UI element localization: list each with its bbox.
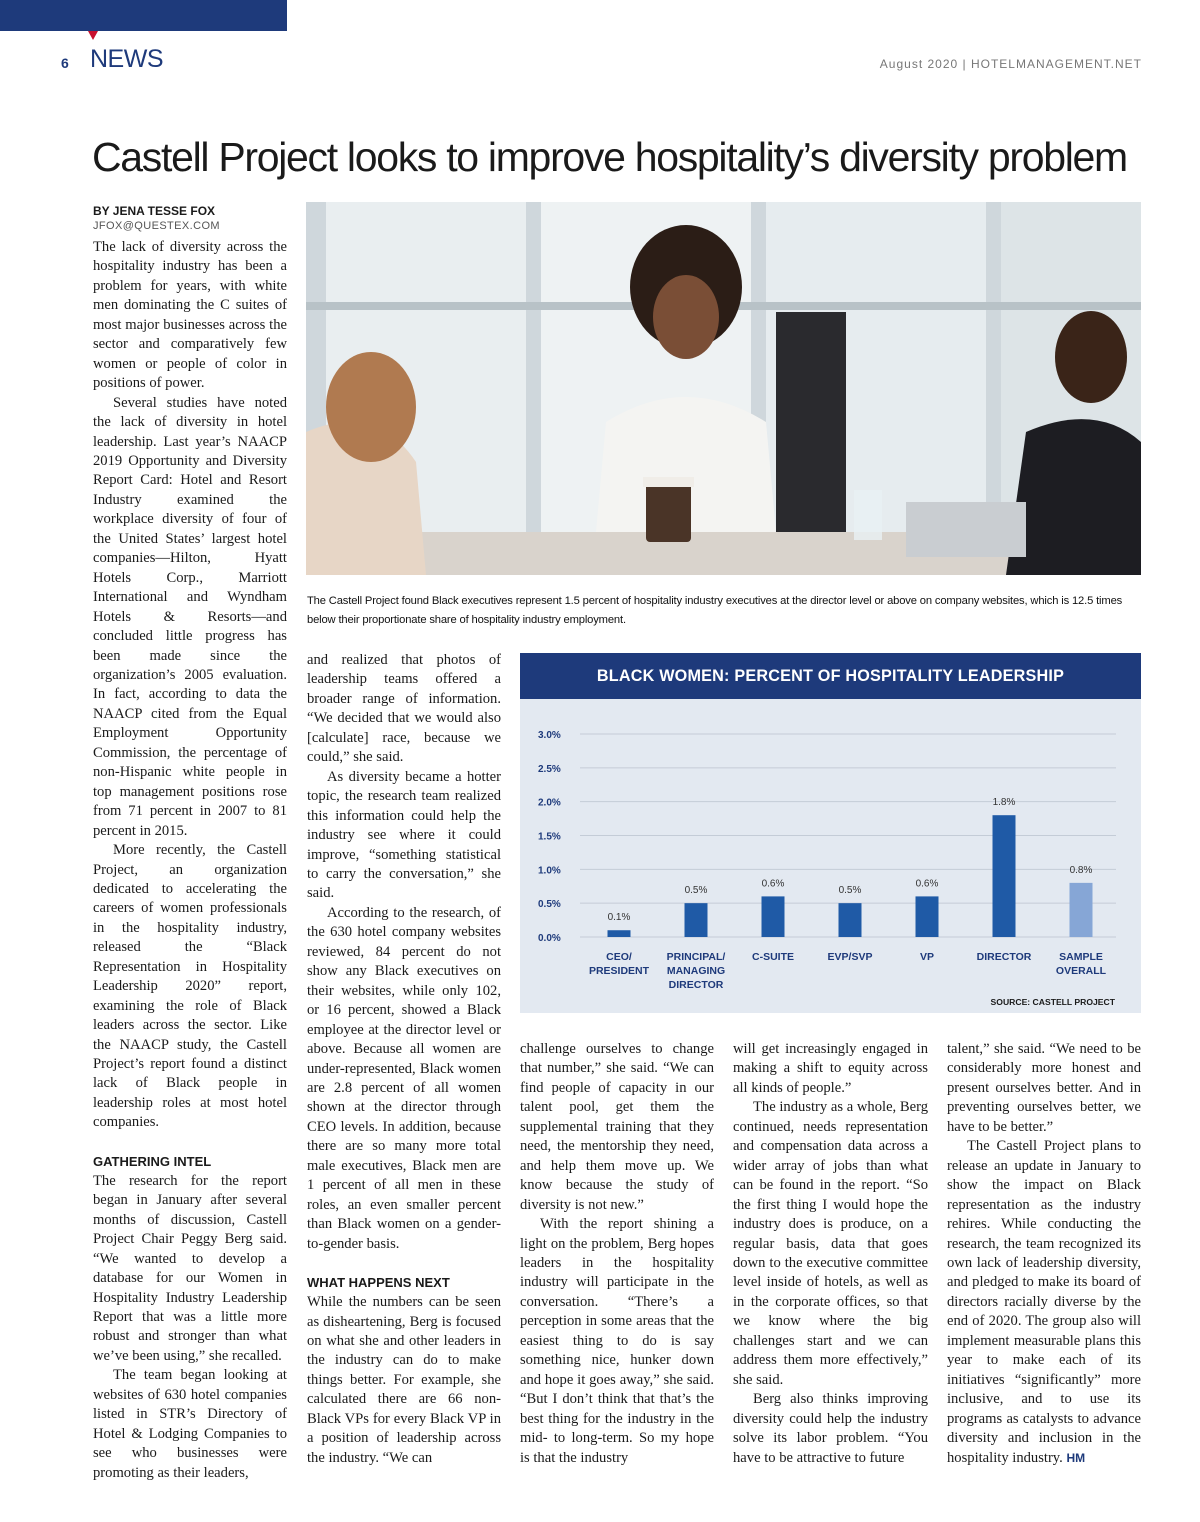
bar [1070,883,1093,937]
bar-value-label: 0.5% [838,885,862,897]
meeting-photo-illustration [306,202,1141,575]
chart-title: BLACK WOMEN: PERCENT OF HOSPITALITY LEADERSHIP [520,653,1141,699]
bar-value-label: 0.6% [915,878,939,890]
paragraph: and realized that photos of leadership teams offered a broader range of information. “We decided that we would also [calculate] race, because we could,” she said. [307,652,501,766]
chart-plot [520,699,1141,1013]
bar [762,896,785,937]
bar [993,815,1016,937]
subhead: WHAT HAPPENS NEXT [307,1275,450,1291]
x-tick-label: OVERALL [1055,965,1107,977]
article-photo [306,202,1141,575]
page-number: 6 [61,55,69,71]
x-tick-label: DIRECTOR [668,979,724,991]
bar-value-label: 0.5% [684,885,708,897]
paragraph: challenge ourselves to change that number,” she said. “We can find people of capacity in our talent pool, get them the supplemental training that they need, the mentorship they need, and help them move up. We know because the study of diversity is not new.” [520,1041,714,1213]
x-tick-label: C-SUITE [752,951,794,963]
bar-value-label: 0.1% [607,912,631,924]
x-tick-label: PRESIDENT [588,965,650,977]
section-name: NEWS [90,45,163,73]
article-column-1 [93,238,287,1483]
bar-value-label: 1.8% [992,797,1016,809]
paragraph: The lack of diversity across the hospitality industry has been a problem for years, with white men dominating the C suites of most major businesses across the sector and comparatively few women or people of color in positions of power. [93,239,287,392]
bar [685,903,708,937]
y-tick-label: 1.5% [538,831,561,843]
paragraph: As diversity became a hotter topic, the research team realized this information could help the industry see where it could improve, “something statistical to carry the conversation,” she said. [307,768,501,902]
x-tick-label: CEO/ [606,951,632,963]
section-marker-icon [88,31,98,40]
y-tick-label: 0.0% [538,933,561,944]
paragraph: The industry as a whole, Berg continued, needs representation and compensation data across a wider array of jobs than what can be found in the report. “So the first thing I would hope the industry does is produce, on a regular basis, data that goes down to the executive committee level inside of hotels, as well as in the corporate offices, so that we know where the big challenges start and we can address them more effectively,” she said. [733,1099,928,1388]
y-tick-label: 2.5% [538,763,561,775]
paragraph: More recently, the Castell Project, an organization dedicated to accelerating the careers of women professionals in the hospitality industry, released the “Black Representation in Hospitality Leadership 2020” report, examining the role of Black leaders across the sector. Like the NAACP study, the Castell Project’s report found a distinct lack of Black people in leadership roles at most hotel companies. [93,842,287,1131]
x-tick-label: DIRECTOR [976,951,1032,963]
paragraph: While the numbers can be seen as disheartening, Berg is focused on what she and other leaders in the industry can do to make things better. For example, she calculated there are 66 non-Black VPs for every Black VP in a position of leadership across the industry. “We can [307,1294,501,1466]
bar-value-label: 0.6% [761,878,785,890]
article-column-3 [520,1040,714,1468]
author-email[interactable]: JFOX@QUESTEX.COM [93,220,220,232]
paragraph: Berg also thinks improving diversity could help the industry solve its labor problem. “You have to be attractive to future [733,1391,928,1466]
paragraph: talent,” she said. “We need to be considerably more honest and present ourselves better. And in preventing ourselves better, we have to be better.” [947,1041,1141,1135]
x-tick-label: EVP/SVP [827,951,873,963]
x-tick-label: SAMPLE [1059,951,1103,963]
end-mark: HM [1066,1450,1086,1465]
article-column-5 [947,1040,1141,1468]
bar [608,930,631,937]
headline: Castell Project looks to improve hospitality’s diversity problem [92,134,1127,180]
paragraph: With the report shining a light on the problem, Berg hopes leaders in the hospitality industry will participate in the conversation. “There’s a perception in some areas that the easiest thing to do is say something nice, hunker down and hope it goes away,” she said. “But I don’t think that that’s the best thing for the industry in the mid- to long-term. So my hope is that the industry [520,1216,714,1466]
bar [839,903,862,937]
y-tick-label: 1.0% [538,865,561,877]
y-tick-label: 0.5% [538,899,561,911]
x-tick-label: MANAGING [666,965,726,977]
y-tick-label: 2.0% [538,797,561,809]
issue-line: August 2020 | HOTELMANAGEMENT.NET [879,57,1142,71]
article-column-2 [307,651,501,1468]
bar [916,896,939,937]
top-accent-bar [0,0,287,31]
bar-value-label: 0.8% [1069,864,1093,876]
paragraph: The team began looking at websites of 630 hotel companies listed in STR’s Directory of Hotel & Lodging Companies to see who businesses were promoting as their leaders, [93,1367,287,1481]
x-tick-label: VP [919,951,935,963]
paragraph [947,1137,1141,1468]
x-tick-label: PRINCIPAL/ [666,951,726,963]
paragraph: The research for the report began in January after several months of discussion, Castell Project Chair Peggy Berg said. “We wanted to develop a database for our Women in Hospitality Industry Leadership Report that was a little more robust and stronger than what we’ve been using,” she recalled. [93,1172,287,1364]
bar-chart [520,653,1141,1013]
paragraph: Several studies have noted the lack of diversity in hotel leadership. Last year’s NAACP 2019 Opportunity and Diversity Report Card: Hotel and Resort Industry examined the workplace diversity of four of the United States’ largest hotel companies—Hilton, Hyatt Hotels Corp., Marriott International and Wyndham Hotels & Resorts—and concluded little progress has been made since the organization’s 2005 evaluation. In fact, according to data the NAACP cited from the Equal Employment Opportunity Commission, the percentage of non-Hispanic white people in top management positions rose from 71 percent in 2007 to 81 percent in 2015. [93,394,287,839]
article-column-4 [733,1040,928,1468]
photo-caption: The Castell Project found Black executives represent 1.5 percent of hospitality industry executives at the director level or above on company websites, which is 12.5 times below their proportionate share of hospitality industry employment. [307,595,1123,626]
chart-source: SOURCE: CASTELL PROJECT [990,997,1115,1007]
paragraph: According to the research, of the 630 hotel company websites reviewed, 84 percent do not show any Black executives on their websites, while only 102, or 16 percent, showed a Black employee at the director level or above. Because all women are under-represented, Black women are 2.8 percent of all women shown at the director through CEO levels. In addition, because there are so many more total male executives, Black men are 1 percent of all men in these roles, an even smaller percent than Black women on a gender-to-gender basis. [307,904,501,1252]
paragraph-text: The Castell Project plans to release an update in January to show the impact on Black representation as the industry rehires. While conducting the research, the team recognized its own lack of leadership diversity, and pledged to make its board of directors racially diverse by the end of 2020. The group also will implement measurable plans this year to make each of its initiatives “significantly” more inclusive, and to use its programs as catalysts to advance diversity and inclusion in the hospitality industry. [947,1138,1141,1466]
paragraph: will get increasingly engaged in making a shift to equity across all kinds of people.” [733,1041,928,1096]
subhead: GATHERING INTEL [93,1153,212,1169]
byline: BY JENA TESSE FOX [93,204,216,218]
y-tick-label: 3.0% [538,730,561,741]
